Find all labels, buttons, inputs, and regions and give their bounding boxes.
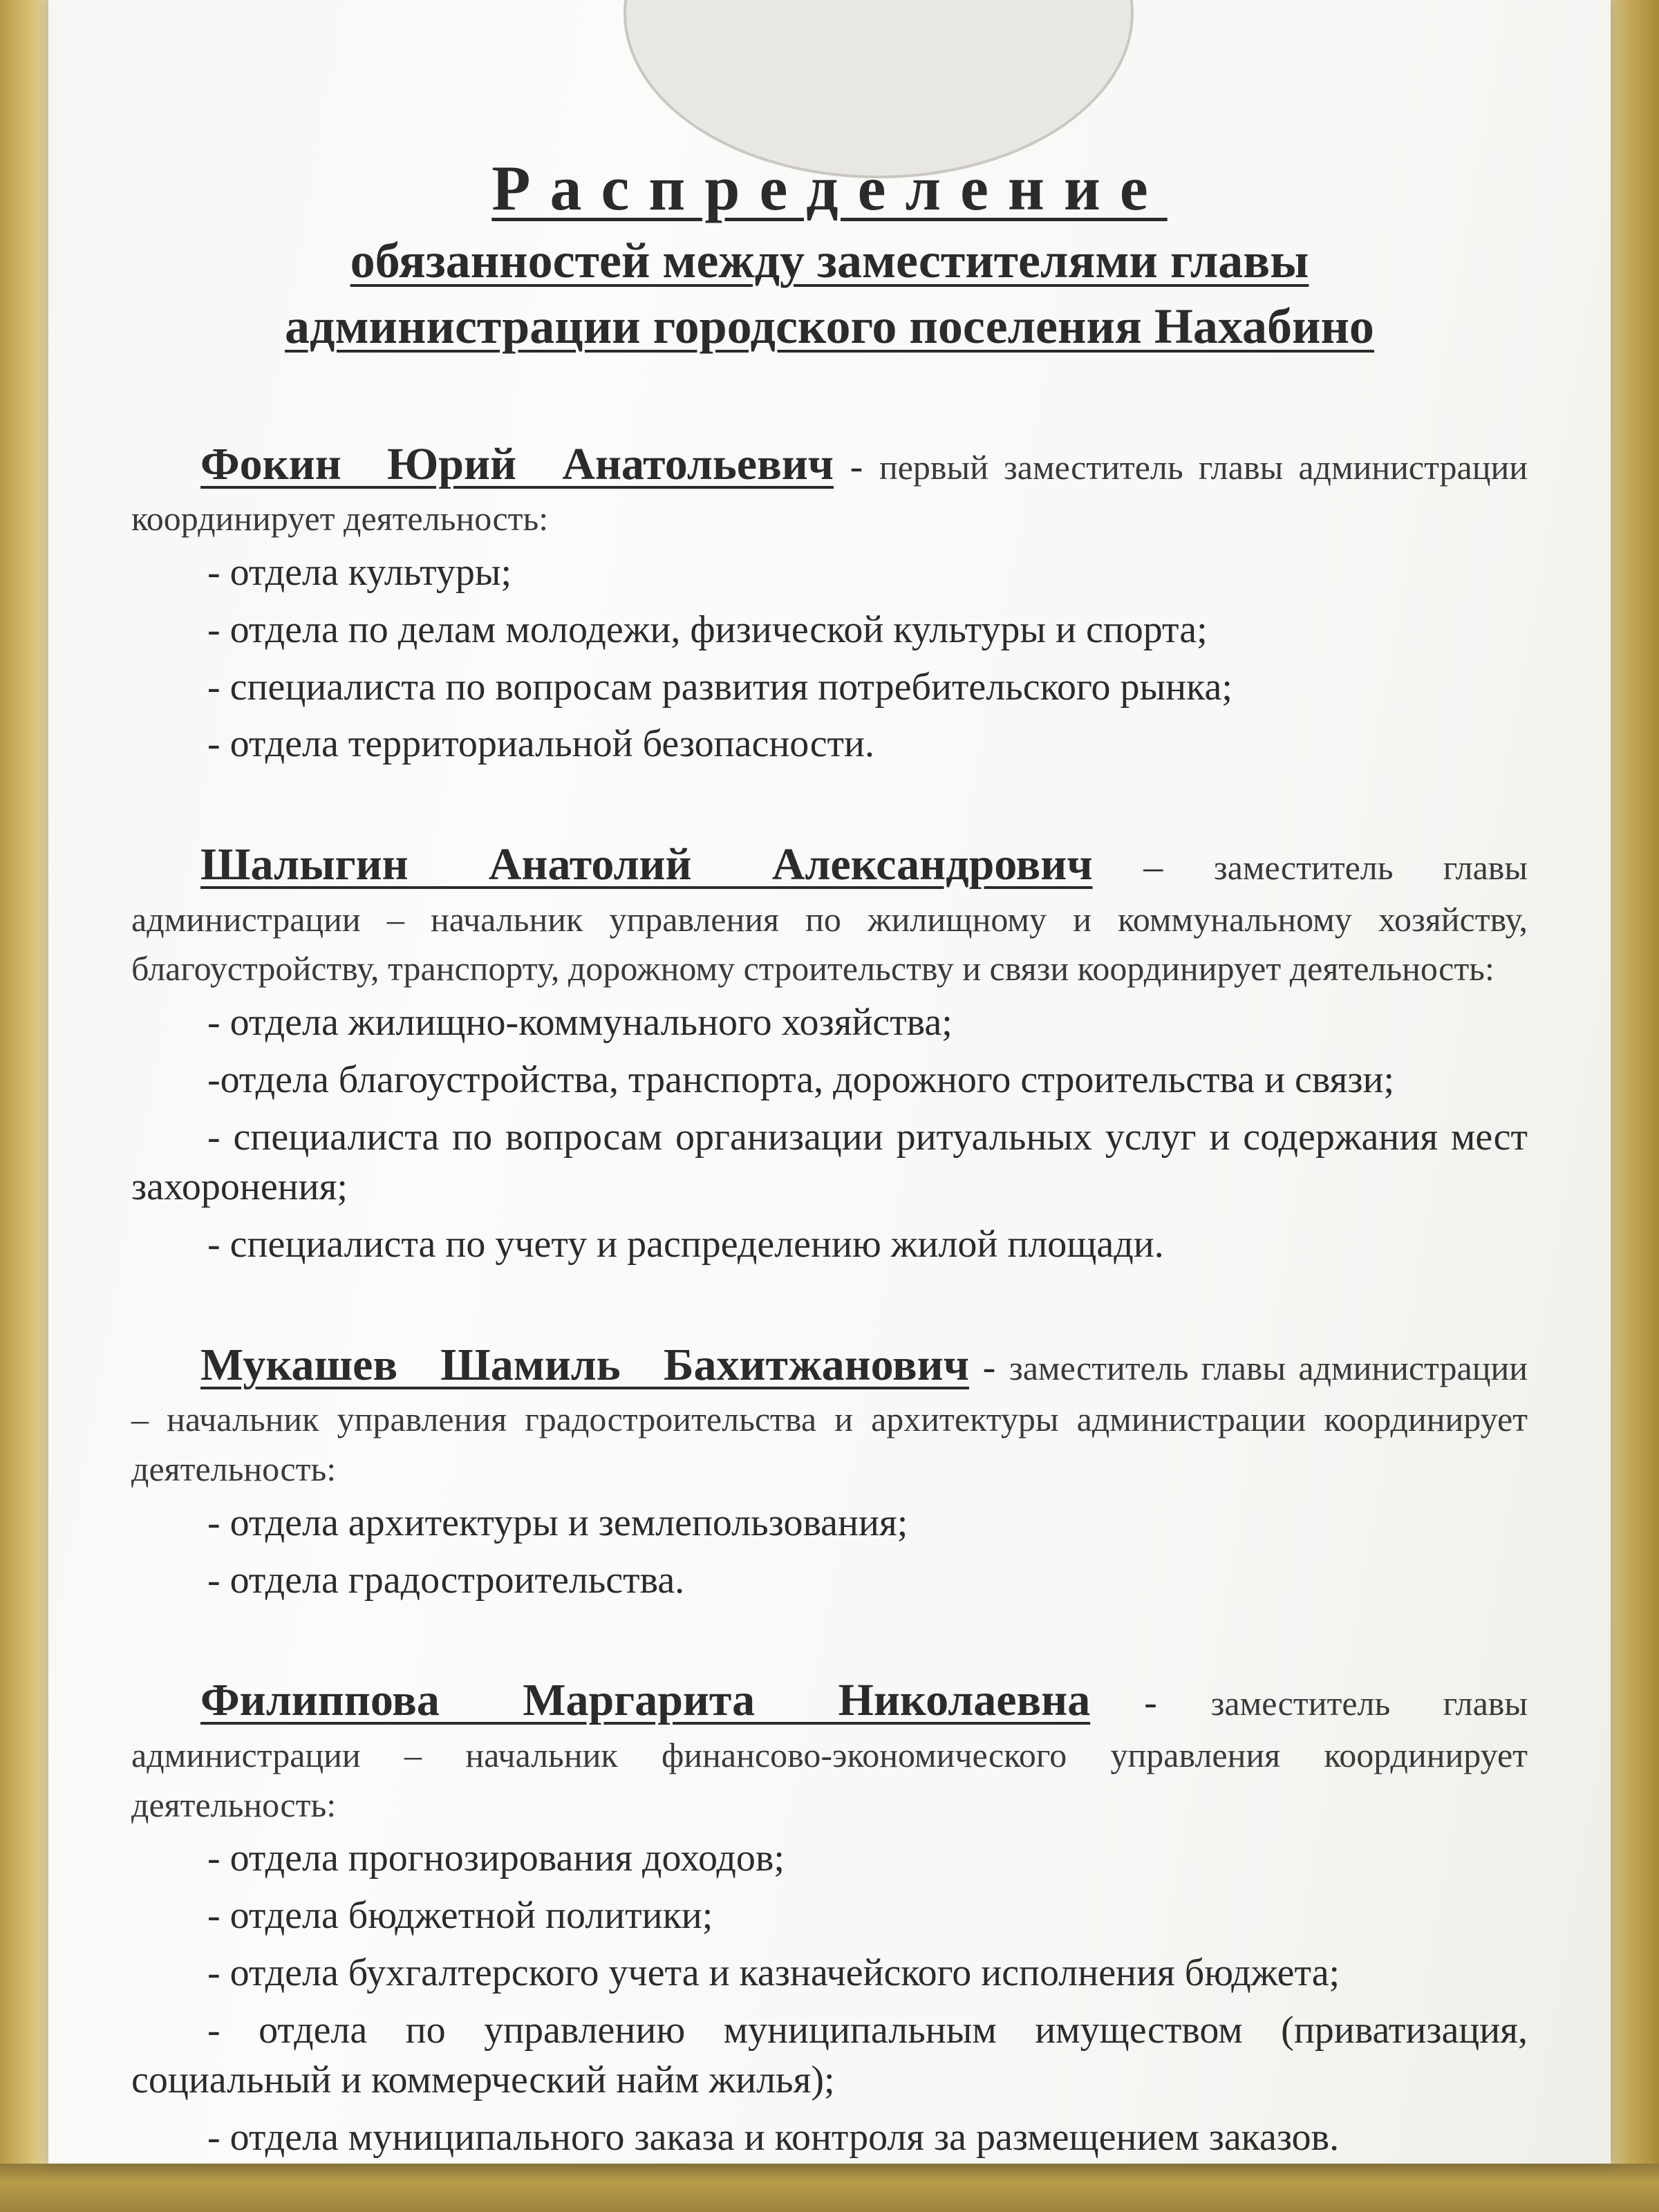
duties-list (131, 547, 1528, 769)
duty-item: - отдела территориальной безопасности. (207, 722, 874, 766)
document-subtitle-line-1: обязанностей между заместителями главы (350, 232, 1309, 288)
duty-item: - отдела бухгалтерского учета и казначейского исполнения бюджета; (207, 1951, 1340, 1994)
duties-list (131, 1498, 1528, 1606)
document-title: Распределение (491, 153, 1168, 223)
duties-list (131, 997, 1528, 1270)
duty-item: - отдела архитектуры и землепользования; (207, 1501, 908, 1544)
deputy-section (131, 836, 1528, 1270)
duty-item: - отдела по делам молодежи, физической культуры и спорта; (207, 608, 1208, 651)
duty-item: - отдела жилищно-коммунального хозяйства; (207, 1001, 953, 1044)
deputy-name: Филиппова Маргарита Николаевна (200, 1675, 1091, 1726)
duty-item: - специалиста по вопросам развития потребительского рынка; (207, 665, 1232, 709)
document-content (131, 152, 1528, 2164)
duty-item: - отдела муниципального заказа и контроля за размещением заказов. (207, 2116, 1340, 2159)
duty-item: -отдела благоустройства, транспорта, дорожного строительства и связи; (207, 1058, 1395, 1101)
deputy-name: Мукашев Шамиль Бахитжанович (200, 1339, 969, 1390)
deputy-role: первый заместитель главы администрации координирует деятельность: (131, 447, 1528, 538)
name-separator: – (1092, 845, 1214, 889)
deputy-role: заместитель главы администрации – начальник управления по жилищному и коммунальному хозяйству, благоустройству, транспорту, дорожному строительству и связи координирует деятельность: (131, 848, 1528, 988)
deputy-role: заместитель главы администрации – начальник финансово-экономического управления координирует деятельность: (131, 1684, 1528, 1824)
deputy-section (131, 1336, 1528, 1605)
frame-bottom-edge (0, 2164, 1659, 2212)
name-separator: - (1090, 1681, 1211, 1725)
duty-item: - отдела градостроительства. (207, 1558, 685, 1602)
deputy-section (131, 435, 1528, 769)
duty-item: - отдела бюджетной политики; (207, 1894, 713, 1937)
document-subtitle-line-2: администрации городского поселения Нахабино (285, 298, 1374, 354)
duty-item: - отдела по управлению муниципальным имуществом (приватизация, социальный и коммерческий найм жилья); (131, 2008, 1528, 2102)
duty-item: - специалиста по учету и распределению жилой площади. (207, 1223, 1164, 1266)
duties-list (131, 1833, 1528, 2163)
duty-item: - специалиста по вопросам организации ритуальных услуг и содержания мест захоронения; (131, 1115, 1528, 1209)
deputy-heading (131, 836, 1528, 993)
duty-item: - отдела прогнозирования доходов; (207, 1837, 785, 1880)
deputy-name: Шалыгин Анатолий Александрович (200, 839, 1093, 890)
deputy-heading (131, 1671, 1528, 1829)
deputy-name: Фокин Юрий Анатольевич (200, 438, 834, 489)
deputy-heading (131, 1336, 1528, 1494)
deputy-heading (131, 435, 1528, 543)
deputy-section (131, 1671, 1528, 2163)
deputy-role: заместитель главы администрации – начальник управления градостроительства и архитектуры администрации координирует деятельность: (131, 1348, 1528, 1489)
name-separator: - (833, 444, 879, 488)
document-sheet (48, 0, 1611, 2164)
name-separator: - (968, 1345, 1009, 1389)
duty-item: - отдела культуры; (207, 551, 512, 594)
